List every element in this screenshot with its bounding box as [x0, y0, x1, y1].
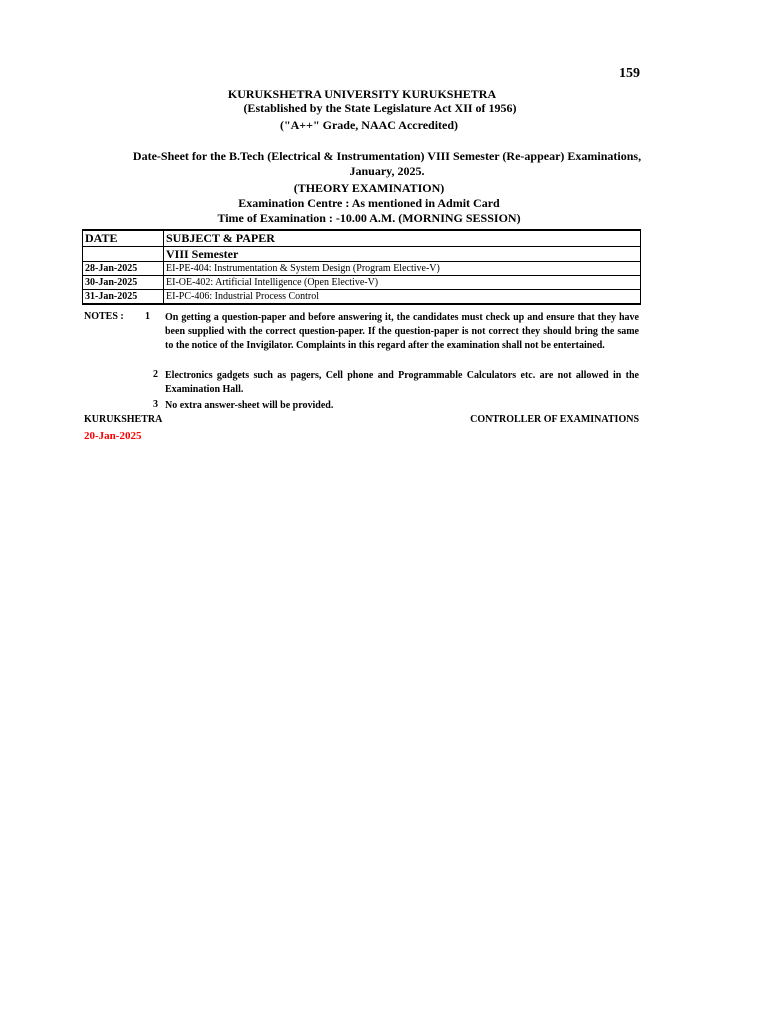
column-header-date: DATE: [83, 230, 164, 247]
datesheet-title-line2: January, 2025.: [349, 164, 425, 178]
exam-subject: EI-PE-404: Instrumentation & System Design (Program Elective-V): [164, 262, 641, 276]
column-header-subject: SUBJECT & PAPER: [164, 230, 641, 247]
semester-row: [83, 247, 641, 262]
exam-subject: EI-OE-402: Artificial Intelligence (Open Elective-V): [164, 276, 641, 290]
exam-centre: Examination Centre : As mentioned in Admit Card: [238, 196, 500, 210]
note-number: 3: [153, 399, 158, 410]
exam-type: (THEORY EXAMINATION): [293, 181, 445, 195]
exam-subject: EI-PC-406: Industrial Process Control: [164, 290, 641, 305]
datesheet-title-line1: Date-Sheet for the B.Tech (Electrical & Instrumentation) VIII Semester (Re-appear) Examinations,: [132, 149, 642, 163]
notes-label: NOTES :: [84, 311, 124, 322]
note-number: 2: [153, 369, 158, 380]
exam-date: 31-Jan-2025: [83, 290, 164, 305]
footer-date: 20-Jan-2025: [84, 430, 142, 442]
exam-time: Time of Examination : -10.00 A.M. (MORNING SESSION): [217, 211, 521, 225]
exam-date: 28-Jan-2025: [83, 262, 164, 276]
datesheet-table: [82, 229, 641, 305]
semester-label: VIII Semester: [164, 247, 641, 262]
controller-signatory: CONTROLLER OF EXAMINATIONS: [470, 414, 639, 425]
established-line: (Established by the State Legislature Act XII of 1956): [243, 101, 517, 115]
note-text: On getting a question-paper and before answering it, the candidates must check up and ensure that they have been supplied with the correct question-paper. If the question-paper is not correct they should bring the same to the notice of the Invigilator. Complaints in this regard after the examination shall not be entertained.: [165, 312, 639, 351]
note-number: 1: [145, 311, 150, 322]
table-row: [83, 290, 641, 305]
university-name: KURUKSHETRA UNIVERSITY KURUKSHETRA: [227, 87, 497, 101]
note-text: No extra answer-sheet will be provided.: [165, 400, 334, 411]
note-text: Electronics gadgets such as pagers, Cell phone and Programmable Calculators etc. are not allowed in the Examination Hall.: [165, 370, 639, 395]
table-header-row: [83, 230, 641, 247]
page-number: 159: [619, 66, 640, 81]
table-row: [83, 262, 641, 276]
footer-place: KURUKSHETRA: [84, 414, 163, 425]
table-row: [83, 276, 641, 290]
exam-date: 30-Jan-2025: [83, 276, 164, 290]
grade-line: ("A++" Grade, NAAC Accredited): [279, 118, 459, 132]
